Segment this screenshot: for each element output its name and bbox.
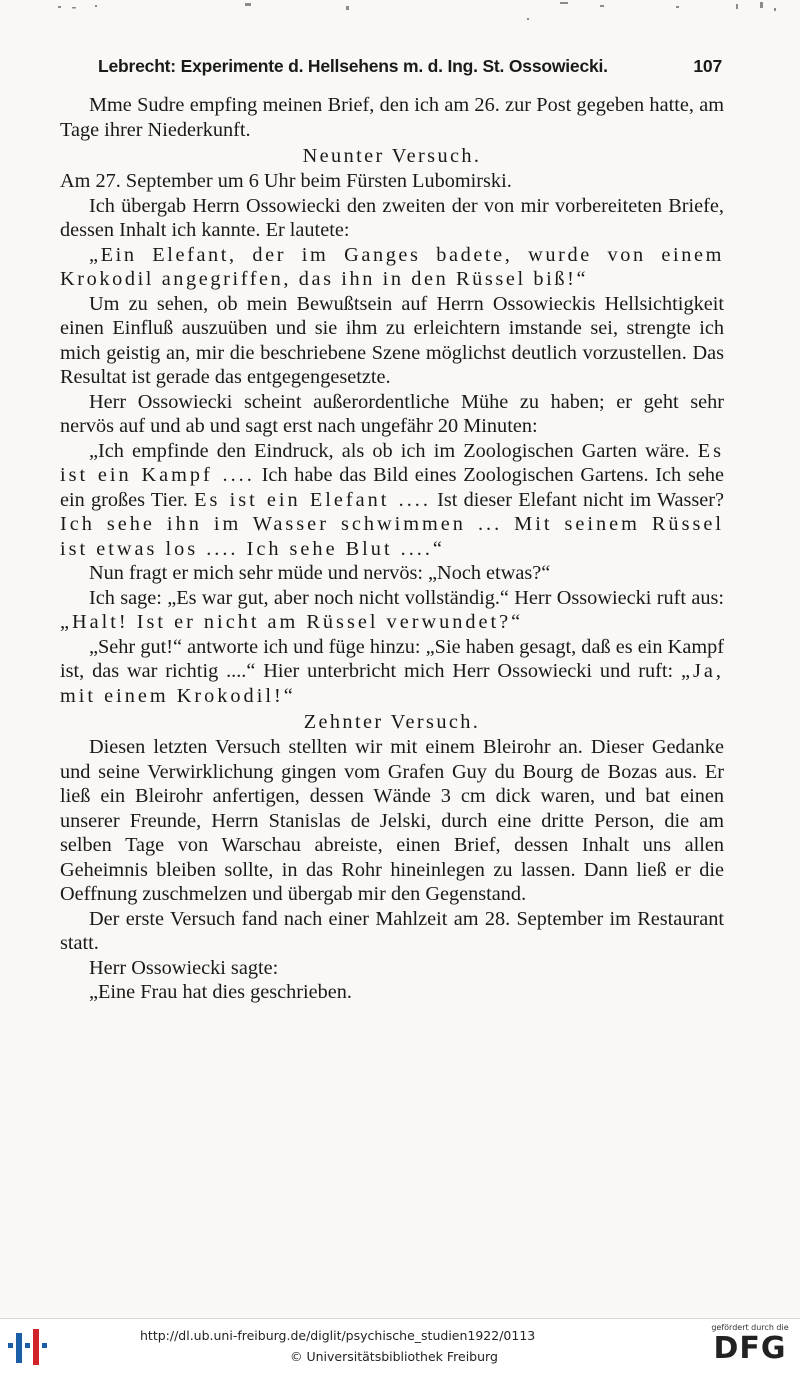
paragraph: Mme Sudre empfing meinen Brief, den ich am 26. zur Post gegeben hatte, am Tage ihrer Niederkunft. (60, 94, 724, 141)
quote-part-spaced: Ich sehe ihn im Wasser schwimmen ... Mit seinem Rüssel ist etwas los .... Ich sehe Blut ....“ (60, 513, 724, 560)
paragraph: „Eine Frau hat dies geschrieben. (89, 981, 352, 1003)
paragraph: Um zu sehen, ob mein Bewußtsein auf Herrn Ossowieckis Hellsichtigkeit einen Einfluß auszuüben und sie ihm zu erleichtern imstande sei, strengte ich mich geistig an, mir die beschriebene Szene möglichst deutlich vorzustellen. Das Resultat ist gerade das entgegengesetzte. (60, 292, 724, 388)
quote-part-spaced: „Halt! Ist er nicht am Rüssel verwundet?“ (60, 611, 524, 633)
quoted-letter: „Ein Elefant, der im Ganges badete, wurde von einem Krokodil angegriffen, das ihn in den Rüssel biß!“ (60, 243, 724, 290)
ub-freiburg-logo-icon (6, 1327, 50, 1367)
quote-part-spaced: Es ist ein Kampf .... (60, 439, 724, 486)
paragraph: Am 27. September um 6 Uhr beim Fürsten Lubomirski. (60, 170, 512, 192)
paragraph: Herr Ossowiecki scheint außerordentliche Mühe zu haben; er geht sehr nervös auf und ab und sagt erst nach ungefähr 20 Minuten: (60, 390, 724, 437)
section-heading-ninth-experiment: Neunter Versuch. (302, 145, 482, 167)
paragraph: Diesen letzten Versuch stellten wir mit einem Bleirohr an. Dieser Gedanke und seine Verwirklichung gingen vom Grafen Guy du Bourg de Bozas aus. Er ließ ein Bleirohr anfertigen, dessen Wände 3 cm dick waren, und bat einen unserer Freunde, Herrn Stanislas de Jelski, durch eine dritte Person, die am selben Tage von Warschau abreiste, einen Brief, dessen Inhalt uns allen Geheimnis bleiben sollte, in das Rohr hineinlegen zu lassen. Dann ließ er die Oeffnung zuschmelzen und übergab mir den Gegenstand. (60, 736, 724, 905)
quote-part: „Ich empfinde den Eindruck, als ob ich im Zoologischen Garten wäre. (89, 439, 690, 462)
paragraph (60, 635, 724, 709)
quote-part: Ich sage: „Es war gut, aber noch nicht vollständig.“ Herr Ossowiecki ruft aus: (89, 586, 724, 609)
scan-edge-noise (0, 0, 800, 22)
quote-part-spaced: Es ist ein Elefant .... (194, 488, 431, 511)
dfg-funding-caption: gefördert durch die (711, 1323, 789, 1332)
quote-part-spaced: „Ja, mit einem Krokodil!“ (60, 660, 724, 707)
paragraph-quotation (60, 439, 724, 562)
paragraph: Herr Ossowiecki sagte: (89, 956, 279, 979)
viewer-footer (0, 1318, 800, 1373)
quote-part: Ich habe das Bild eines Zoologischen Gartens. Ich sehe ein großes Tier. (60, 464, 724, 511)
running-header (98, 56, 722, 77)
dfg-logo (706, 1323, 794, 1371)
paragraph (60, 586, 724, 635)
paragraph: Ich übergab Herrn Ossowiecki den zweiten der von mir vorbereiteten Briefe, dessen Inhalt ich kannte. Er lautete: (60, 194, 724, 241)
copyright-notice: © Universitätsbibliothek Freiburg (290, 1349, 498, 1364)
body-text (60, 93, 724, 1005)
page-permalink[interactable]: http://dl.ub.uni-freiburg.de/diglit/psychische_studien1922/0113 (140, 1328, 536, 1343)
section-heading-tenth-experiment: Zehnter Versuch. (303, 711, 481, 733)
page-number: 107 (693, 56, 722, 76)
quote-part: Ist dieser Elefant nicht im Wasser? (437, 488, 725, 511)
running-title: Lebrecht: Experimente d. Hellsehens m. d. Ing. St. Ossowiecki. (98, 56, 608, 76)
paragraph: Der erste Versuch fand nach einer Mahlzeit am 28. September im Restaurant statt. (60, 907, 724, 954)
quote-part: „Sehr gut!“ antworte ich und füge hinzu: „Sie haben gesagt, daß es ein Kampf ist, das war richtig ....“ Hier unterbricht mich Herr Ossowiecki und ruft: (60, 635, 724, 682)
dfg-logo-text: DFG (713, 1331, 787, 1366)
paragraph: Nun fragt er mich sehr müde und nervös: „Noch etwas?“ (89, 562, 551, 584)
